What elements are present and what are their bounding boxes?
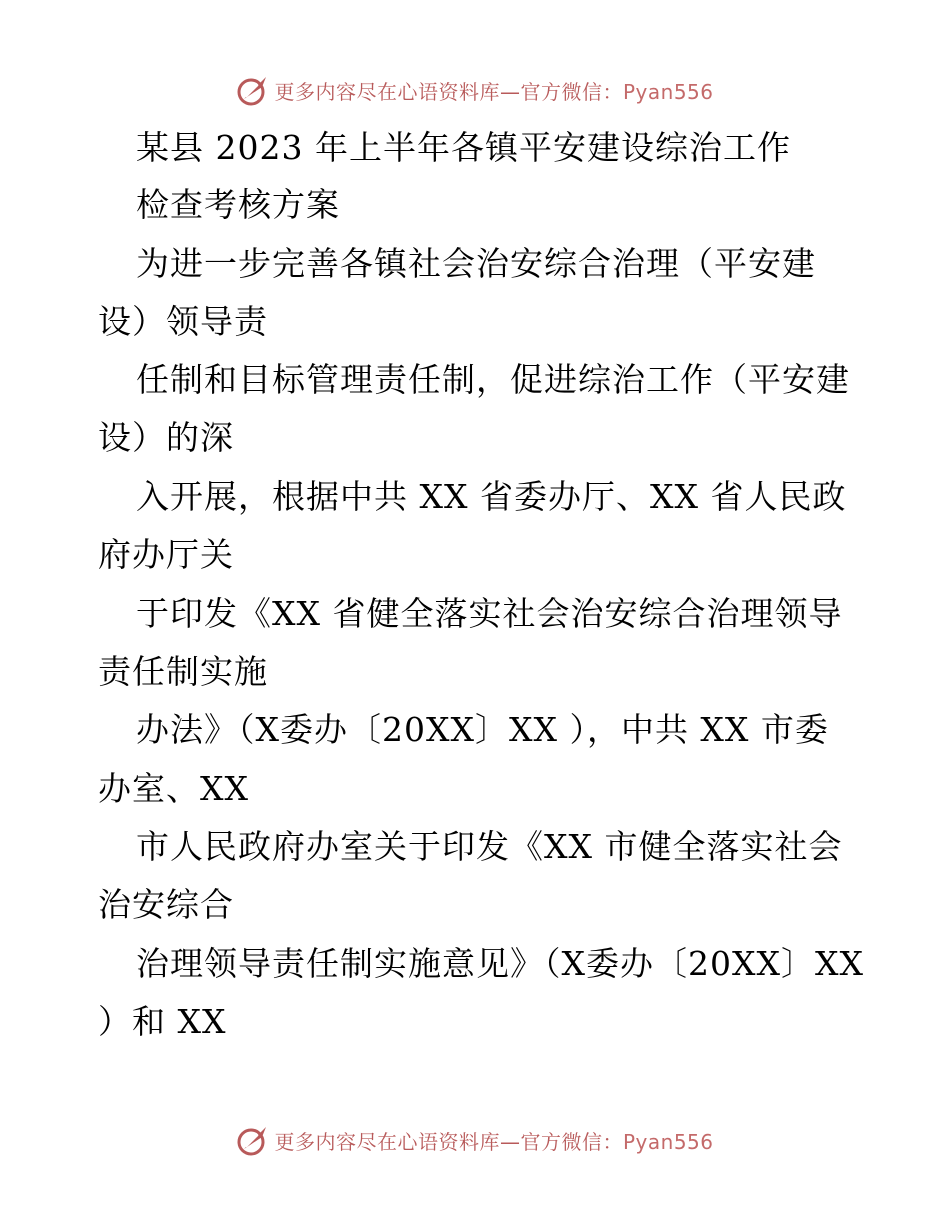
watermark-wechat-id: Pyan556 [622,1129,714,1154]
paragraph-line: 办法》（X委办〔20XX〕XX ），中共 XX 市委 [136,710,829,749]
quill-logo-icon [236,1123,270,1157]
paragraph-line: 办室、XX [98,769,249,808]
paragraph-line: 府办厅关 [98,535,234,574]
watermark-wechat-id: Pyan556 [622,79,714,104]
paragraph-line: 设）领导责 [98,302,268,341]
paragraph-line: ）和 XX [98,1002,227,1041]
paragraph-line: 市人民政府办室关于印发《XX 市健全落实社会 [136,827,843,866]
paragraph-line: 设）的深 [98,418,234,457]
paragraph-line: 于印发《XX 省健全落实社会治安综合治理领导 [136,594,843,633]
paragraph-line: 为进一步完善各镇社会治安综合治理（平安建 [136,244,816,283]
watermark-label: 更多内容尽在心语资料库—官方微信： [274,1129,623,1154]
paragraph-line: 任制和目标管理责任制，促进综治工作（平安建 [136,360,850,399]
watermark-footer [0,1120,950,1160]
paragraph-line: 治理领导责任制实施意见》（X委办〔20XX〕XX [136,944,864,983]
watermark-label: 更多内容尽在心语资料库—官方微信： [274,79,623,104]
watermark-text [274,1126,713,1155]
document-title-line-1: 某县 2023 年上半年各镇平安建设综治工作 [136,128,791,167]
paragraph-line: 入开展，根据中共 XX 省委办厅、XX 省人民政 [136,477,847,516]
paragraph-line: 责任制实施 [98,652,268,691]
paragraph-line: 治安综合 [98,885,234,924]
document-title-line-2: 检查考核方案 [136,185,340,224]
